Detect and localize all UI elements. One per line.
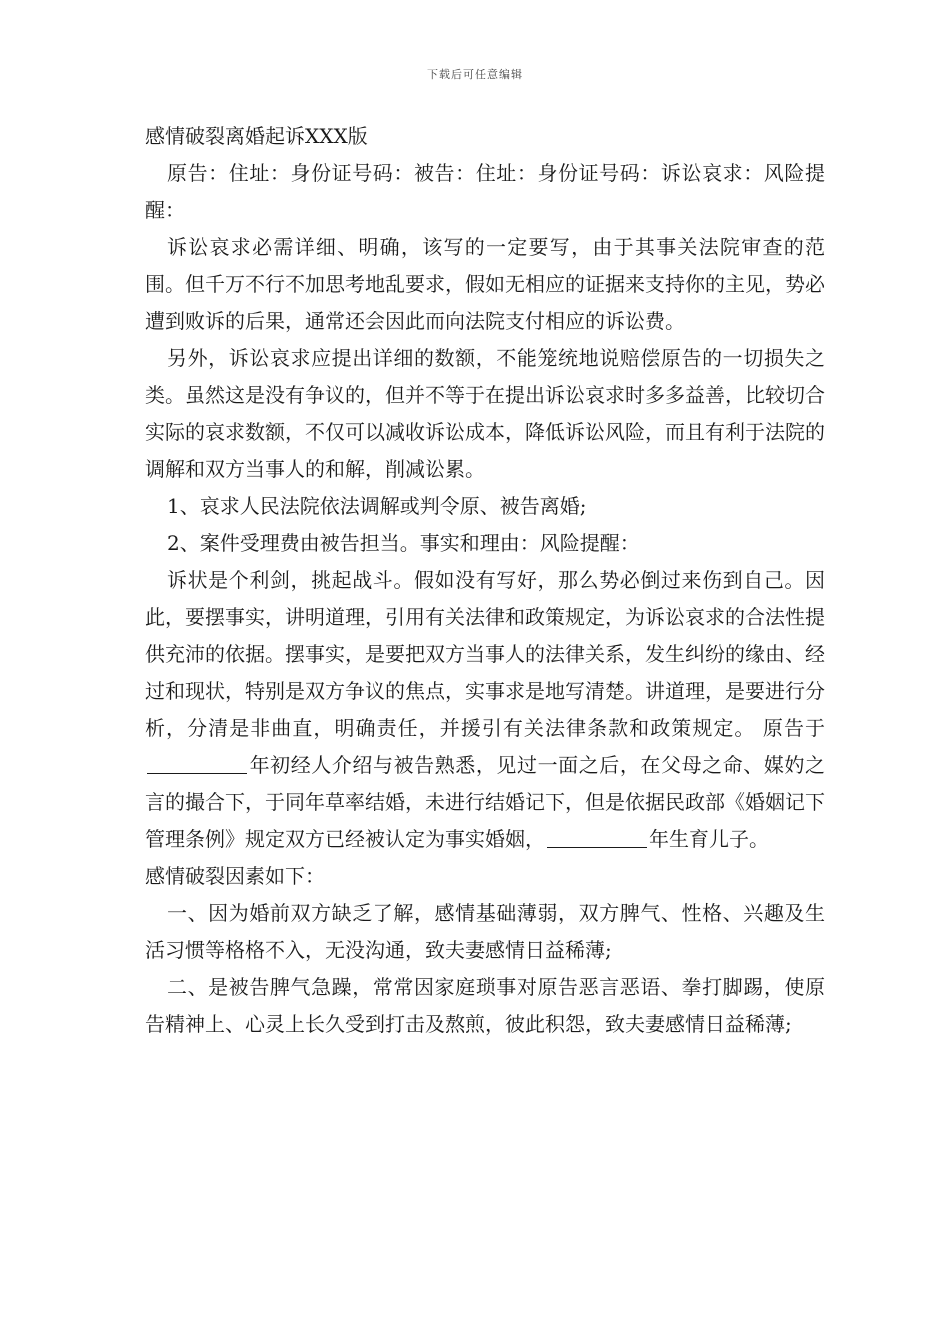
blank-year-1 [147,755,247,774]
paragraph-reasons-heading: 感情破裂因素如下： [145,864,325,888]
paragraph-facts [145,562,825,858]
blank-year-2 [547,829,647,848]
paragraph-reason-1: 一、因为婚前双方缺乏了解，感情基础薄弱，双方脾气、性格、兴趣及生活习惯等格格不入，无没沟通，致夫妻感情日益稀薄; [145,901,825,962]
paragraph-parties: 原告：住址：身份证号码：被告：住址：身份证号码：诉讼哀求：风险提醒： [145,161,825,222]
header-note: 下载后可任意编辑 [427,68,523,81]
paragraph-claim-risk: 诉讼哀求必需详细、明确，该写的一定要写，由于其事关法院审查的范围。但千万不行不加思考地乱要求，假如无相应的证据来支持你的主见，势必遭到败诉的后果，通常还会因此而向法院支付相应的诉讼费。 [145,235,825,333]
paragraph-claim-amount: 另外，诉讼哀求应提出详细的数额，不能笼统地说赔偿原告的一切损失之类。虽然这是没有争议的，但并不等于在提出诉讼哀求时多多益善，比较切合实际的哀求数额，不仅可以减收诉讼成本，降低诉讼风险，而且有利于法院的调解和双方当事人的和解，削减讼累。 [145,346,825,481]
facts-text-c: 年生育儿子。 [649,827,769,851]
document-body [145,118,825,1043]
document-title: 感情破裂离婚起诉XXX版 [145,124,368,148]
facts-text-a: 诉状是个利剑，挑起战斗。假如没有写好，那么势必倒过来伤到自己。因此，要摆事实，讲明道理，引用有关法律和政策规定，为诉讼哀求的合法性提供充沛的依据。摆事实，是要把双方当事人的法律关系，发生纠纷的缘由、经过和现状，特别是双方争议的焦点，实事求是地写清楚。讲道理，是要进行分析，分清是非曲直，明确责任，并援引有关法律条款和政策规定。 原告于 [145,568,825,740]
facts-text-b: 年初经人介绍与被告熟悉，见过一面之后，在父母之命、媒妁之言的撮合下，于同年草率结婚，未进行结婚记下，但是依据民政部《婚姻记下管理条例》规定双方已经被认定为事实婚姻， [145,753,825,851]
paragraph-request-1: 1、哀求人民法院依法调解或判令原、被告离婚; [167,494,587,518]
paragraph-request-2: 2、案件受理费由被告担当。事实和理由：风险提醒： [167,531,640,555]
paragraph-reason-2: 二、是被告脾气急躁，常常因家庭琐事对原告恶言恶语、拳打脚踢，使原告精神上、心灵上长久受到打击及熬煎，彼此积怨，致夫妻感情日益稀薄; [145,975,825,1036]
